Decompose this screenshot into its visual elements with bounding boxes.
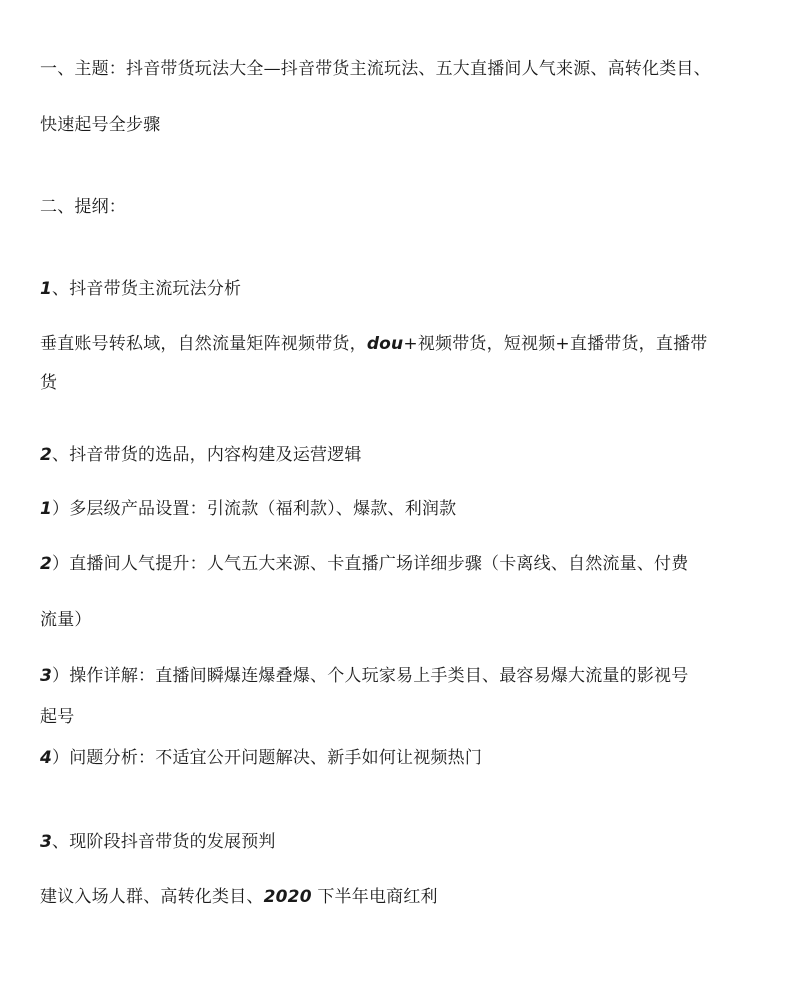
topic-line — [40, 56, 711, 82]
list-item-number: 4 — [40, 748, 53, 768]
topic-text-continued: 快速起号全步骤 — [40, 115, 161, 135]
outline-heading — [40, 194, 126, 220]
section-3-body-part-b: 下半年电商红利 — [311, 887, 438, 907]
outline-heading-text: 二、提纲： — [40, 197, 126, 217]
section-1-title: 、抖音带货主流玩法分析 — [52, 279, 242, 299]
list-item-text: ）多层级产品设置：引流款（福利款）、爆款、利润款 — [52, 499, 457, 519]
list-item-number: 1 — [40, 499, 53, 519]
list-item-number: 3 — [40, 666, 53, 686]
list-item-text: ）问题分析：不适宜公开问题解决、新手如何让视频热门 — [52, 748, 483, 768]
list-item — [40, 496, 456, 522]
section-1-body-part-c: 货 — [40, 373, 58, 393]
list-item-continued — [40, 704, 74, 730]
topic-line-continued — [40, 112, 160, 138]
list-item-text: ）操作详解：直播间瞬爆连爆叠爆、个人玩家易上手类目、最容易爆大流量的影视号 — [52, 666, 689, 686]
section-1-body-dou: dou — [366, 334, 404, 354]
list-item — [40, 663, 688, 689]
section-1-number: 1 — [40, 279, 53, 299]
section-1-body — [40, 331, 707, 357]
section-2-title: 、抖音带货的选品，内容构建及运营逻辑 — [52, 445, 362, 465]
section-3-body-year: 2020 — [263, 887, 312, 907]
section-2-heading — [40, 442, 362, 468]
section-1-body-part-b: +视频带货，短视频+直播带货，直播带 — [403, 334, 708, 354]
list-item-number: 2 — [40, 554, 53, 574]
section-3-body-part-a: 建议入场人群、高转化类目、 — [40, 887, 264, 907]
list-item-text: ）直播间人气提升：人气五大来源、卡直播广场详细步骤（卡离线、自然流量、付费 — [52, 554, 689, 574]
list-item-text-continued: 流量） — [40, 610, 92, 630]
section-3-number: 3 — [40, 832, 53, 852]
section-1-body-part-a: 垂直账号转私域，自然流量矩阵视频带货， — [40, 334, 367, 354]
list-item — [40, 551, 688, 577]
section-3-body — [40, 884, 438, 910]
list-item-text-continued: 起号 — [40, 707, 75, 727]
list-item — [40, 745, 482, 771]
section-3-heading — [40, 829, 276, 855]
section-1-heading — [40, 276, 241, 302]
section-2-number: 2 — [40, 445, 53, 465]
list-item-continued — [40, 607, 92, 633]
section-3-title: 、现阶段抖音带货的发展预判 — [52, 832, 276, 852]
section-1-body-continued — [40, 370, 57, 396]
topic-text: 一、主题：抖音带货玩法大全—抖音带货主流玩法、五大直播间人气来源、高转化类目、 — [40, 59, 711, 79]
